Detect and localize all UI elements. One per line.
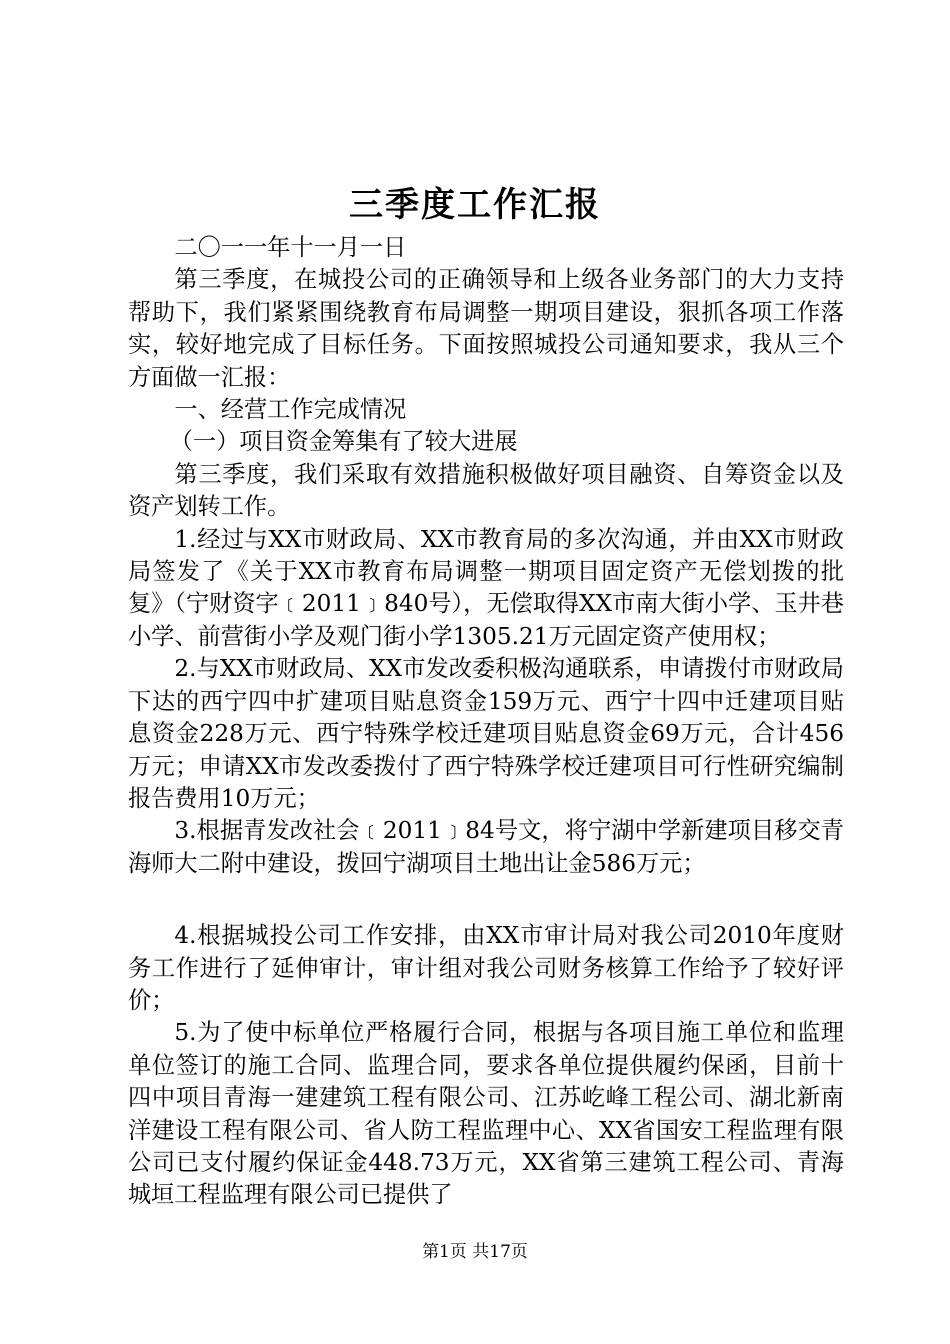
date-line: 二〇一一年十一月一日 <box>174 234 407 261</box>
section-heading: 一、经营工作完成情况 <box>174 396 407 424</box>
paragraph-summary: 第三季度，我们采取有效措施积极做好项目融资、自筹资金以及资产划转工作。 <box>128 460 844 521</box>
list-item-1: 1.经过与XX市财政局、XX市教育局的多次沟通，并由XX市财政局签发了《关于XX市教育布局调整一期项目固定资产无偿划拨的批复》（宁财资字﹝2011﹞840号），无偿取得XX市南大街小学、玉井巷小学、前营街小学及观门街小学1305.21万元固定资产使用权； <box>128 525 844 650</box>
document-body <box>128 232 844 1212</box>
paragraph-gap <box>128 880 844 920</box>
list-item-5: 5.为了使中标单位严格履行合同，根据与各项目施工单位和监理单位签订的施工合同、监理合同，要求各单位提供履约保函，目前十四中项目青海一建建筑工程有限公司、江苏屹峰工程公司、湖北新南洋建设工程有限公司、省人防工程监理中心、XX省国安工程监理有限公司已支付履约保证金448.73万元，XX省第三建筑工程公司、青海城垣工程监理有限公司已提供了 <box>128 1019 844 1209</box>
list-item-2: 2.与XX市财政局、XX市发改委积极沟通联系，申请拨付市财政局下达的西宁四中扩建项目贴息资金159万元、西宁十四中迁建项目贴息资金228万元、西宁特殊学校迁建项目贴息资金69万元，合计456万元；申请XX市发改委拨付了西宁特殊学校迁建项目可行性研究编制报告费用10万元； <box>128 655 844 812</box>
list-item-3: 3.根据青发改社会﹝2011﹞84号文，将宁湖中学新建项目移交青海师大二附中建设，拨回宁湖项目土地出让金586万元； <box>128 817 844 877</box>
subsection-heading: （一）项目资金筹集有了较大进展 <box>169 428 518 456</box>
document-title: 三季度工作汇报 <box>349 185 601 225</box>
paragraph-intro: 第三季度，在城投公司的正确领导和上级各业务部门的大力支持帮助下，我们紧紧围绕教育布局调整一期项目建设，狠抓各项工作落实，较好地完成了目标任务。下面按照城投公司通知要求，我从三个方面做一汇报： <box>128 266 844 391</box>
page-number: 第1页 共17页 <box>422 1242 528 1262</box>
list-item-4: 4.根据城投公司工作安排，由XX市审计局对我公司2010年度财务工作进行了延伸审计，审计组对我公司财务核算工作给予了较好评价； <box>128 922 844 1014</box>
